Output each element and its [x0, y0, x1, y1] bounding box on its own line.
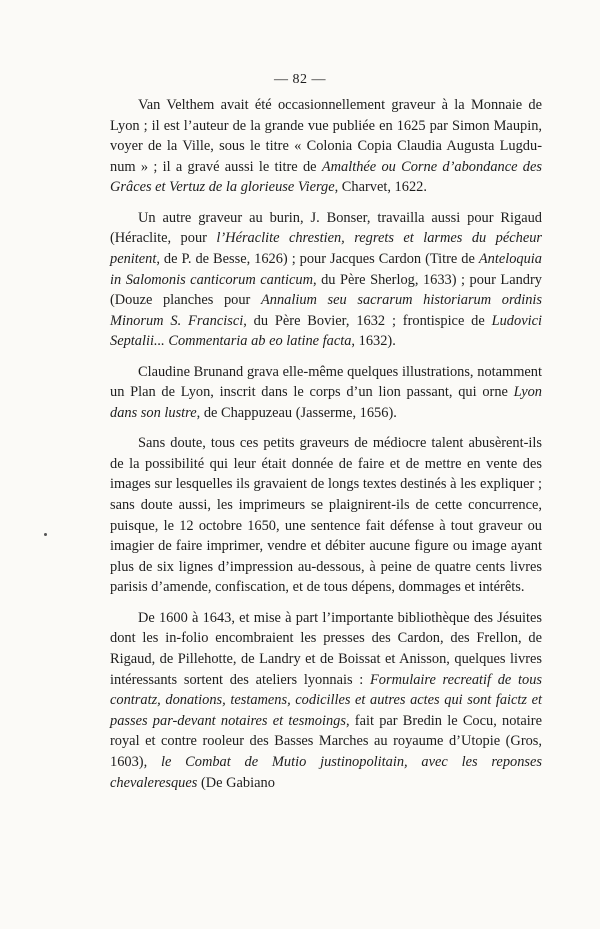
margin-speck	[44, 533, 47, 536]
paragraph	[110, 95, 542, 198]
italic-title: l’Héraclite chrestien, regrets et larmes du pécheur penitent	[110, 230, 542, 267]
text-run: De 1600 à 1643, et mise à part l’importante bibliothèque des Jésuites dont les in-folio encombraient les presses des Cardon, des Frellon, de Rigaud, de Pillehotte, de Landry et de Boissat et Anisson, quelques livres intéressants sortent des ateliers lyonnais :	[110, 609, 542, 688]
page-number: — 82 —	[274, 72, 326, 87]
text-run: Claudine Brunand grava elle-même quelques illustrations, notamment un Plan de Lyon, inscrit dans le corps d’un lion passant, qui orne	[110, 363, 542, 401]
text-run: , Charvet, 1622.	[334, 179, 427, 196]
italic-title: Ludovici Septalii... Commentaria ab eo latine facta	[110, 312, 542, 350]
italic-title: le Combat de Mutio justinopolitain, avec les reponses chevaleresques	[110, 754, 542, 791]
text-run: , fait par Bredin le Cocu, notaire royal et contre rooleur des Basses Marches au royaume d’Utopie (Gros, 1603),	[110, 712, 542, 770]
text-run: Sans doute, tous ces petits graveurs de médiocre talent abusèrent-ils de la possibilité qui leur était donnée de faire et de mettre en vente des images sur lesquelles ils gravaient de longs textes destinés à les expliquer ; sans doute aussi, les imprimeurs se plaignirent-ils de cette concurrence, puisque, le 12 octobre 1650, une sentence fait défense à tout graveur ou imagier de faire imprimer, vendre et débiter aucune figure ou image ayant plus de six lignes d’impression au-dessous, à peine de quatre cents livres parisis d’amende, confiscation, et de tous dépens, dommages et intérêts.	[110, 435, 542, 596]
page-body	[110, 95, 542, 803]
text-run: Un autre graveur au burin, J. Bonser, travailla aussi pour Rigaud (Héraclite, pour	[110, 209, 542, 247]
text-run: , du Père Bovier, 1632 ; frontispice de	[243, 312, 492, 329]
paragraph	[110, 208, 542, 352]
text-run: (De Gabiano	[197, 774, 275, 791]
italic-title: Annalium seu sacrarum historiarum ordinis Minorum S. Francisci	[110, 292, 543, 329]
paragraph	[110, 362, 542, 424]
italic-title: Formulaire recreatif de tous contratz, donations, testamens, codicilles et autres actes qui sont faictz et passes par-devant notaires et tesmoings	[110, 671, 542, 729]
text-run: , de Chappuzeau (Jasserme, 1656).	[196, 404, 397, 421]
text-run: , de P. de Besse, 1626) ; pour Jacques Cardon (Titre de	[156, 250, 479, 267]
text-run: Van Velthem avait été occasionnellement graveur à la Monnaie de Lyon ; il est l’auteur de la grande vue publiée en 1625 par Simon Maupin, voyer de la Ville, sous le titre « Colonia Copia Claudia Augusta Lugdunum » ; il a gravé aussi le titre de	[110, 97, 542, 175]
paragraph	[110, 433, 542, 598]
text-run: , 1632).	[351, 333, 396, 350]
italic-title: Anteloquia in Salomonis canticorum canticum	[110, 250, 542, 288]
italic-title: Amalthée ou Corne d’abondance des Grâces et Vertuz de la glorieuse Vierge	[110, 158, 542, 196]
paragraph	[110, 608, 542, 793]
italic-title: Lyon dans son lustre	[110, 384, 542, 421]
text-run: , du Père Sherlog, 1633) ; pour Landry (Douze planches pour	[110, 271, 542, 309]
